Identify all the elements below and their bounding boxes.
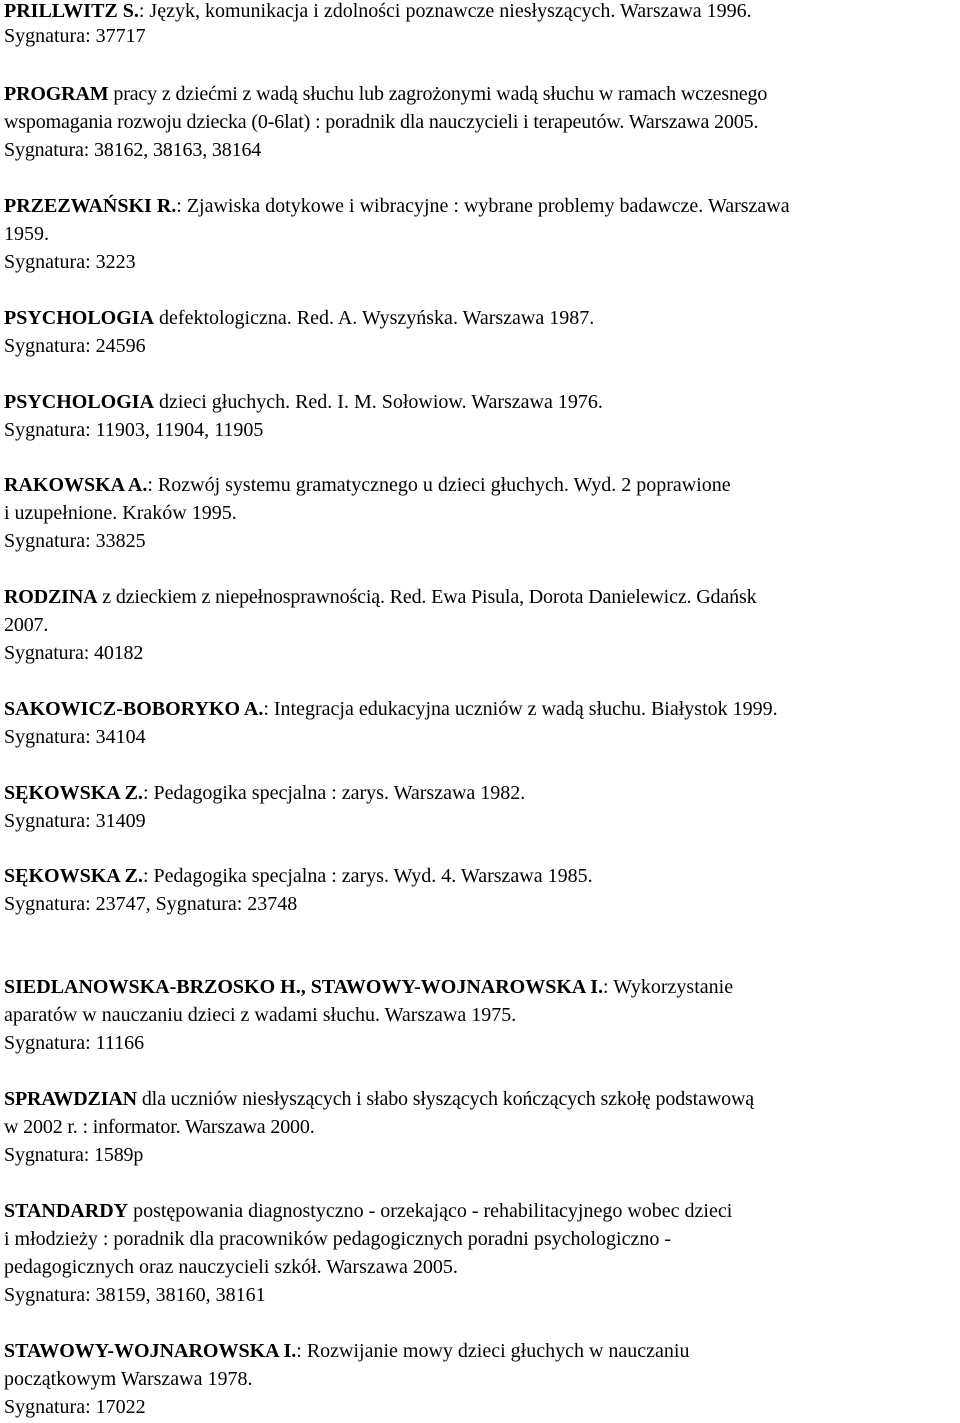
entry-call-number (4, 1141, 958, 1169)
entry-text: Sygnatura: 3223 (4, 251, 136, 273)
entry-text: Sygnatura: 1589p (4, 1144, 144, 1166)
entry-author-or-title: SPRAWDZIAN (4, 1088, 137, 1110)
entry-continuation-line (4, 499, 958, 527)
entry-call-number (4, 22, 958, 50)
entry-text: defektologiczna. Red. A. Wyszyńska. Warszawa 1987. (154, 307, 595, 329)
entry-author-or-title: STANDARDY (4, 1200, 129, 1222)
entry-text: Sygnatura: 31409 (4, 810, 146, 832)
entry-text: pracy z dziećmi z wadą słuchu lub zagrożonymi wadą słuchu w ramach wczesnego (108, 83, 768, 105)
entry-text: Sygnatura: 37717 (4, 25, 146, 47)
entry-author-or-title: SAKOWICZ-BOBORYKO A. (4, 698, 264, 720)
entry-text: pedagogicznych oraz nauczycieli szkół. Warszawa 2005. (4, 1256, 458, 1278)
entry-call-number (4, 890, 958, 918)
entry-text: dzieci głuchych. Red. I. M. Sołowiow. Warszawa 1976. (154, 391, 603, 413)
entry-text: Sygnatura: 33825 (4, 530, 146, 552)
entry-text: początkowym Warszawa 1978. (4, 1368, 253, 1390)
entry-text: wspomagania rozwoju dziecka (0-6lat) : poradnik dla nauczycieli i terapeutów. Warszawa 2005. (4, 111, 759, 133)
entry-call-number (4, 1281, 958, 1309)
entry-text: Sygnatura: 38159, 38160, 38161 (4, 1284, 266, 1306)
entry-heading-line (4, 304, 958, 332)
entry-text: aparatów w nauczaniu dzieci z wadami słuchu. Warszawa 1975. (4, 1004, 517, 1026)
entry-text: z dzieckiem z niepełnosprawnością. Red. Ewa Pisula, Dorota Danielewicz. Gdańsk (97, 586, 757, 608)
entry-call-number (4, 1029, 958, 1057)
entry-author-or-title: PSYCHOLOGIA (4, 307, 155, 329)
entry-continuation-line (4, 1253, 958, 1281)
entry-continuation-line (4, 220, 958, 248)
entry-heading-line (4, 695, 958, 723)
entry-call-number (4, 1393, 958, 1421)
entry-author-or-title: PRZEZWAŃSKI R. (4, 195, 177, 217)
entry-text: : Pedagogika specjalna : zarys. Warszawa 1982. (142, 782, 526, 804)
entry-heading-line (4, 973, 958, 1001)
entry-text: Sygnatura: 38162, 38163, 38164 (4, 139, 262, 161)
entry-call-number (4, 723, 958, 751)
entry-text: postępowania diagnostyczno - orzekająco - rehabilitacyjnego wobec dzieci (128, 1200, 733, 1222)
entry-heading-line (4, 80, 958, 108)
entry-continuation-line (4, 1225, 958, 1253)
entry-call-number (4, 639, 958, 667)
entry-text: 1959. (4, 223, 49, 245)
entry-text: Sygnatura: 23747, Sygnatura: 23748 (4, 893, 298, 915)
entry-author-or-title: PRILLWITZ S. (4, 0, 139, 22)
entry-author-or-title: SIEDLANOWSKA-BRZOSKO H., STAWOWY-WOJNAROWSKA I. (4, 976, 604, 998)
entry-author-or-title: RODZINA (4, 586, 98, 608)
entry-heading-line (4, 779, 958, 807)
entry-heading-line (4, 1085, 958, 1113)
entry-call-number (4, 416, 958, 444)
entry-heading-line (4, 1337, 958, 1365)
entry-heading-line (4, 471, 958, 499)
entry-call-number (4, 527, 958, 555)
entry-text: : Pedagogika specjalna : zarys. Wyd. 4. Warszawa 1985. (142, 865, 593, 887)
entry-text: Sygnatura: 40182 (4, 642, 144, 664)
entry-text: Sygnatura: 11903, 11904, 11905 (4, 419, 264, 441)
entry-author-or-title: PROGRAM (4, 83, 109, 105)
entry-continuation-line (4, 108, 958, 136)
entry-author-or-title: SĘKOWSKA Z. (4, 865, 143, 887)
entry-text: Sygnatura: 34104 (4, 726, 146, 748)
entry-heading-line (4, 1197, 958, 1225)
entry-text: 2007. (4, 614, 49, 636)
entry-text: : Język, komunikacja i zdolności poznawcze niesłyszących. Warszawa 1996. (138, 0, 752, 22)
entry-author-or-title: PSYCHOLOGIA (4, 391, 155, 413)
entry-text: Sygnatura: 17022 (4, 1396, 146, 1418)
entry-text: i uzupełnione. Kraków 1995. (4, 502, 237, 524)
entry-text: Sygnatura: 11166 (4, 1032, 145, 1054)
entry-call-number (4, 807, 958, 835)
entry-text: : Wykorzystanie (603, 976, 734, 998)
entry-text: w 2002 r. : informator. Warszawa 2000. (4, 1116, 315, 1138)
entry-call-number (4, 248, 958, 276)
entry-continuation-line (4, 1001, 958, 1029)
entry-text: dla uczniów niesłyszących i słabo słyszących kończących szkołę podstawową (136, 1088, 754, 1110)
entry-author-or-title: RAKOWSKA A. (4, 474, 148, 496)
entry-heading-line (4, 862, 958, 890)
entry-author-or-title: STAWOWY-WOJNAROWSKA I. (4, 1340, 297, 1362)
entry-text: : Zjawiska dotykowe i wibracyjne : wybrane problemy badawcze. Warszawa (176, 195, 790, 217)
entry-text: : Integracja edukacyjna uczniów z wadą słuchu. Białystok 1999. (263, 698, 778, 720)
entry-continuation-line (4, 611, 958, 639)
entry-text: i młodzieży : poradnik dla pracowników pedagogicznych poradni psychologiczno - (4, 1228, 672, 1250)
entry-continuation-line (4, 1113, 958, 1141)
entry-continuation-line (4, 1365, 958, 1393)
entry-heading-line (4, 388, 958, 416)
entry-call-number (4, 136, 958, 164)
entry-author-or-title: SĘKOWSKA Z. (4, 782, 143, 804)
entry-text: : Rozwijanie mowy dzieci głuchych w nauczaniu (296, 1340, 690, 1362)
entry-call-number (4, 332, 958, 360)
entry-heading-line (4, 583, 958, 611)
entry-text: : Rozwój systemu gramatycznego u dzieci głuchych. Wyd. 2 poprawione (147, 474, 731, 496)
entry-text: Sygnatura: 24596 (4, 335, 146, 357)
entry-heading-line (4, 192, 958, 220)
